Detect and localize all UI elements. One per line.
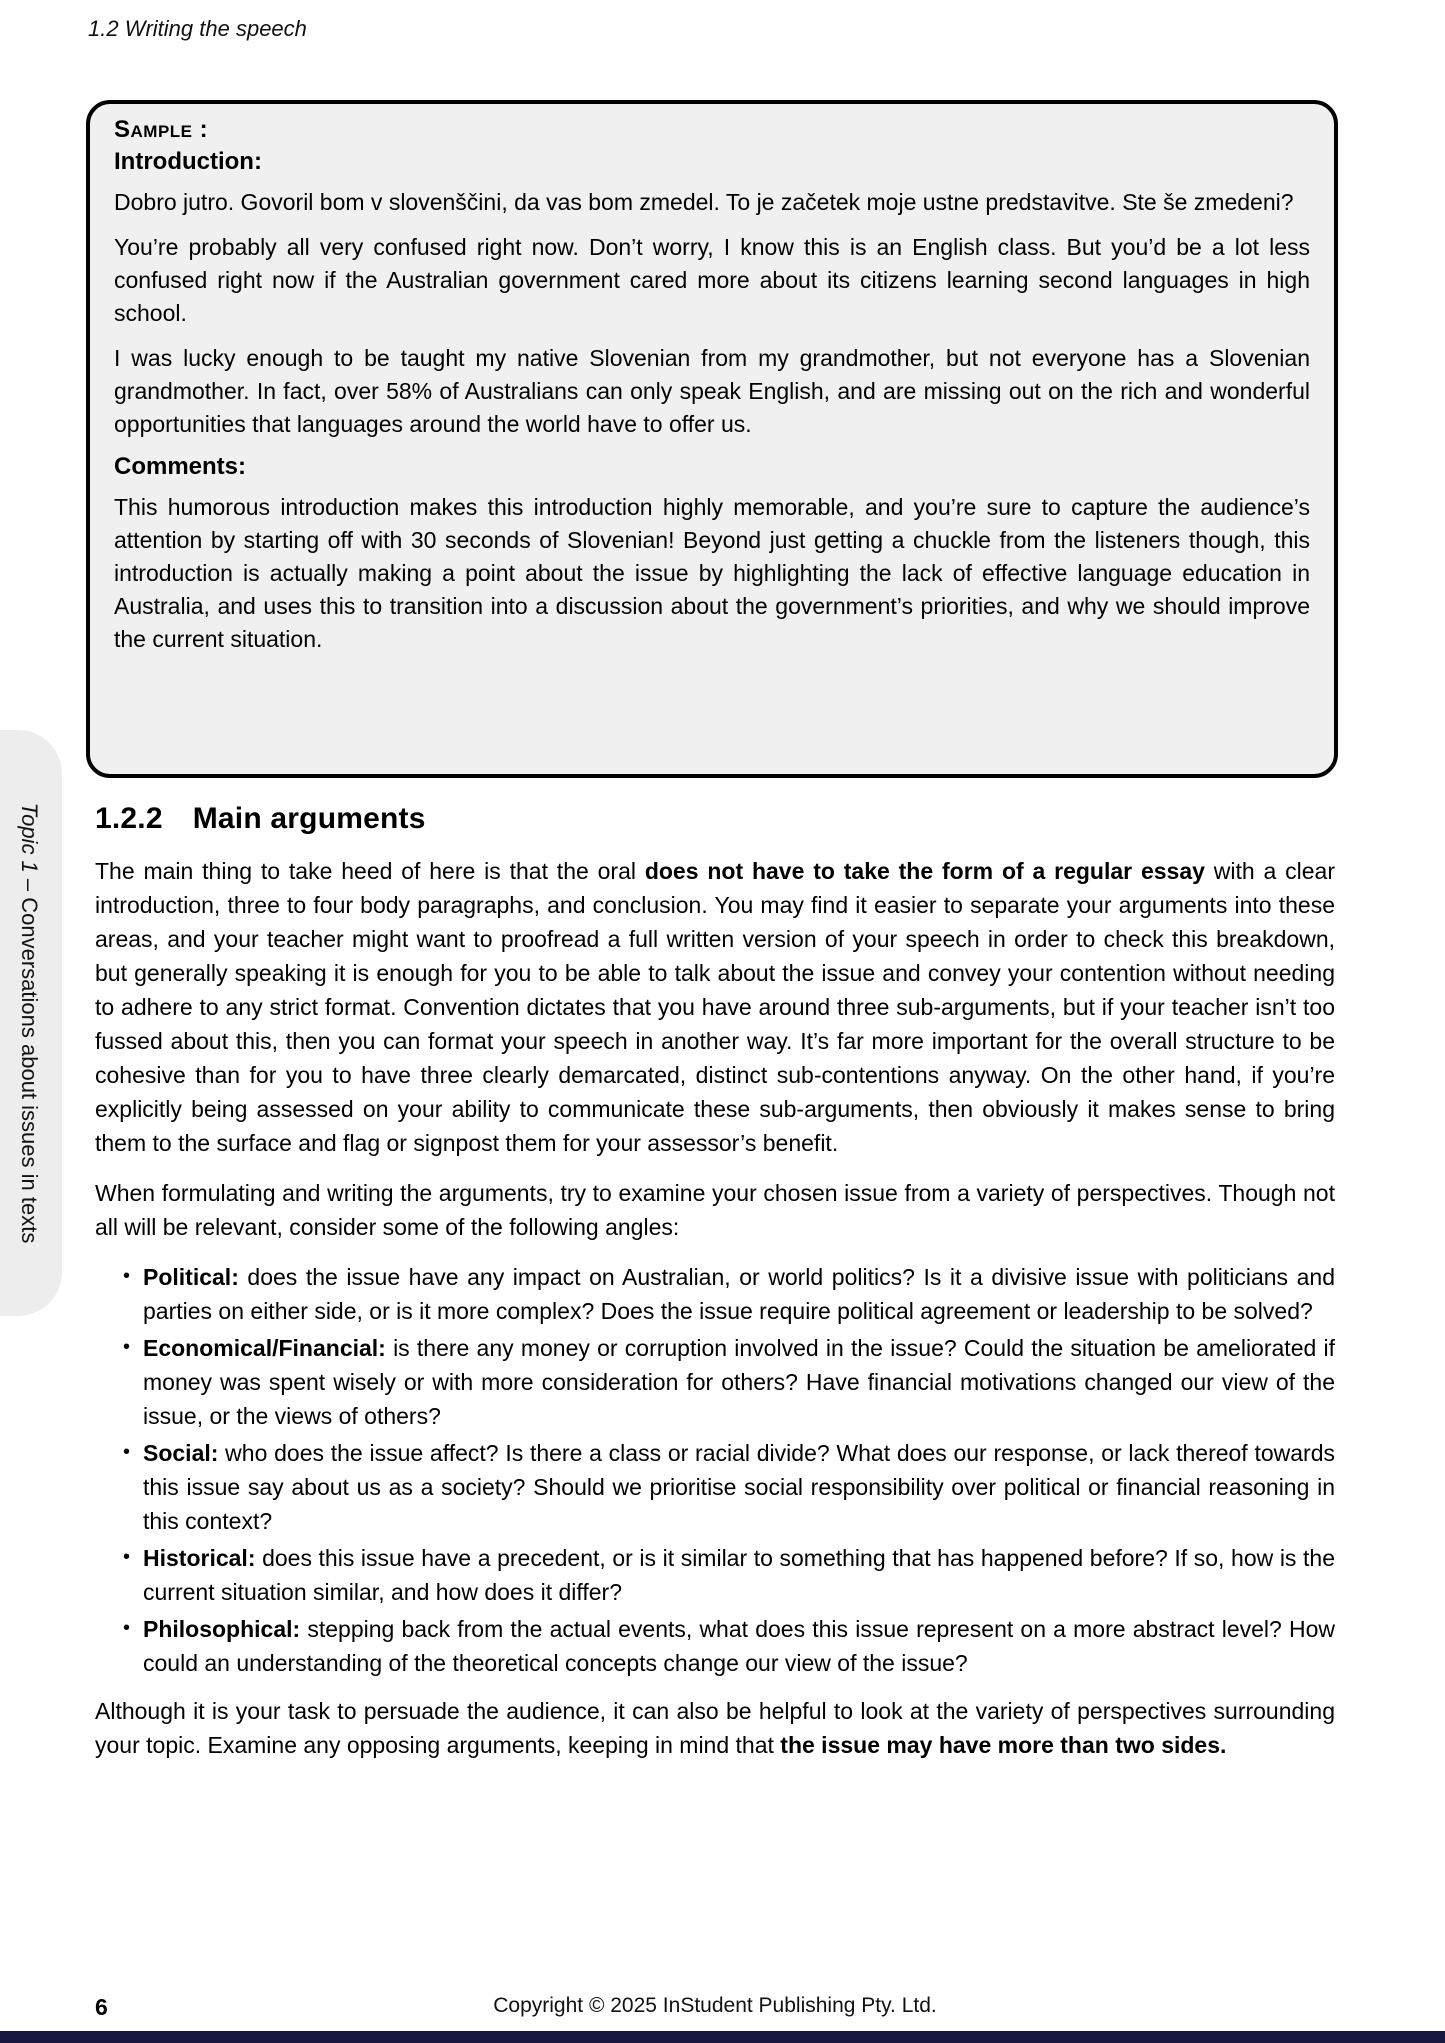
list-item-term: Historical: <box>143 1545 256 1571</box>
list-item-historical <box>95 1541 1335 1609</box>
copyright-text: Copyright © 2025 InStudent Publishing Pty. Ltd. <box>493 1994 937 2017</box>
bullet-icon: • <box>123 1441 131 1463</box>
paragraph-text: with a clear introduction, three to four body paragraphs, and conclusion. You may find it easier to separate your arguments into these areas, and your teacher might want to proofread a full written version of your speech in order to check this breakdown, but generally speaking it is enough for you to be able to talk about the issue and convey your contention without needing to adhere to any strict format. Convention dictates that you have around three sub-arguments, but if your teacher isn’t too fussed about this, then you can format your speech in another way. It’s far more important for the overall structure to be cohesive than for you to have three clearly demarcated, distinct sub-contentions anyway. On the other hand, if you’re explicitly being assessed on your ability to communicate these sub-arguments, then obviously it makes sense to bring them to the surface and flag or signpost them for your assessor’s benefit. <box>95 858 1335 1156</box>
list-item-text: does the issue have any impact on Australian, or world politics? Is it a divisive issue with politicians and parties on either side, or is it more complex? Does the issue require political agreement or leadership to be solved? <box>143 1264 1335 1324</box>
topic-sidebar-label <box>16 803 42 1244</box>
page-number: 6 <box>95 1994 108 2020</box>
list-item-philosophical <box>95 1612 1335 1680</box>
bullet-icon: • <box>123 1265 131 1287</box>
paragraph-text: Although it is your task to persuade the audience, it can also be helpful to look at the variety of perspectives surrounding your topic. Examine any opposing arguments, keeping in mind that <box>95 1698 1335 1758</box>
main-arguments-paragraph-1 <box>95 854 1335 1160</box>
sample-box <box>86 100 1338 778</box>
bullet-icon: • <box>123 1336 131 1358</box>
list-item-term: Social: <box>143 1440 219 1466</box>
closing-paragraph <box>95 1694 1335 1762</box>
topic-number-label: Topic 1 <box>17 802 42 873</box>
topic-sidebar-tab <box>0 730 62 1316</box>
paragraph-text: The main thing to take heed of here is that the oral <box>95 858 645 884</box>
comments-paragraph: This humorous introduction makes this introduction highly memorable, and you’re sure to capture the audience’s attention by starting off with 30 seconds of Slovenian! Beyond just getting a chuckle from the listeners though, this introduction is actually making a point about the issue by highlighting the lack of effective language education in Australia, and uses this to transition into a discussion about the government’s priorities, and why we should improve the current situation. <box>114 494 1310 652</box>
introduction-heading: Introduction: <box>114 148 262 175</box>
list-item-text: is there any money or corruption involved in the issue? Could the situation be ameliorated if money was spent wisely or with more consideration for others? Have financial motivations changed our view of the issue, or the views of others? <box>143 1335 1335 1429</box>
perspectives-list <box>95 1260 1335 1680</box>
bullet-icon: • <box>123 1546 131 1568</box>
section-title: Main arguments <box>192 802 426 835</box>
section-heading <box>95 802 1335 836</box>
list-item-social <box>95 1436 1335 1538</box>
page-footer <box>95 1994 1335 2024</box>
list-item-text: who does the issue affect? Is there a class or racial divide? What does our response, or lack thereof towards this issue say about us as a society? Should we prioritise social responsibility over political or financial reasoning in this context? <box>143 1440 1335 1534</box>
topic-title-label: – Conversations about issues in texts <box>17 872 42 1244</box>
sample-label: Sample : <box>114 116 209 143</box>
list-item-text: does this issue have a precedent, or is it similar to something that has happened before? If so, how is the current situation similar, and how does it differ? <box>143 1545 1335 1605</box>
bottom-accent-bar <box>0 2031 1445 2043</box>
sample-paragraph-confused: You’re probably all very confused right now. Don’t worry, I know this is an English class. But you’d be a lot less confused right now if the Australian government cared more about its citizens learning second languages in high school. <box>114 234 1310 326</box>
list-item-term: Philosophical: <box>143 1616 301 1642</box>
list-item-term: Economical/Financial: <box>143 1335 386 1361</box>
paragraph-bold-text: does not have to take the form of a regular essay <box>644 858 1205 884</box>
list-item-economical-financial <box>95 1331 1335 1433</box>
list-item-text: stepping back from the actual events, what does this issue represent on a more abstract level? How could an understanding of the theoretical concepts change our view of the issue? <box>143 1616 1335 1676</box>
section-number: 1.2.2 <box>95 802 163 835</box>
sample-paragraph-slovenian: Dobro jutro. Govoril bom v slovenščini, da vas bom zmedel. To je začetek moje ustne predstavitve. Ste še zmedeni? <box>114 189 1294 215</box>
list-item-term: Political: <box>143 1264 239 1290</box>
paragraph-bold-text: the issue may have more than two sides. <box>780 1732 1227 1758</box>
bullet-icon: • <box>123 1617 131 1639</box>
main-arguments-paragraph-2: When formulating and writing the arguments, try to examine your chosen issue from a variety of perspectives. Though not all will be relevant, consider some of the following angles: <box>95 1180 1335 1240</box>
comments-heading: Comments: <box>114 453 247 480</box>
list-item-political <box>95 1260 1335 1328</box>
sample-paragraph-lucky: I was lucky enough to be taught my native Slovenian from my grandmother, but not everyone has a Slovenian grandmother. In fact, over 58% of Australians can only speak English, and are missing out on the rich and wonderful opportunities that languages around the world have to offer us. <box>114 345 1310 437</box>
running-header: 1.2 Writing the speech <box>88 16 307 41</box>
main-content <box>95 802 1335 1762</box>
